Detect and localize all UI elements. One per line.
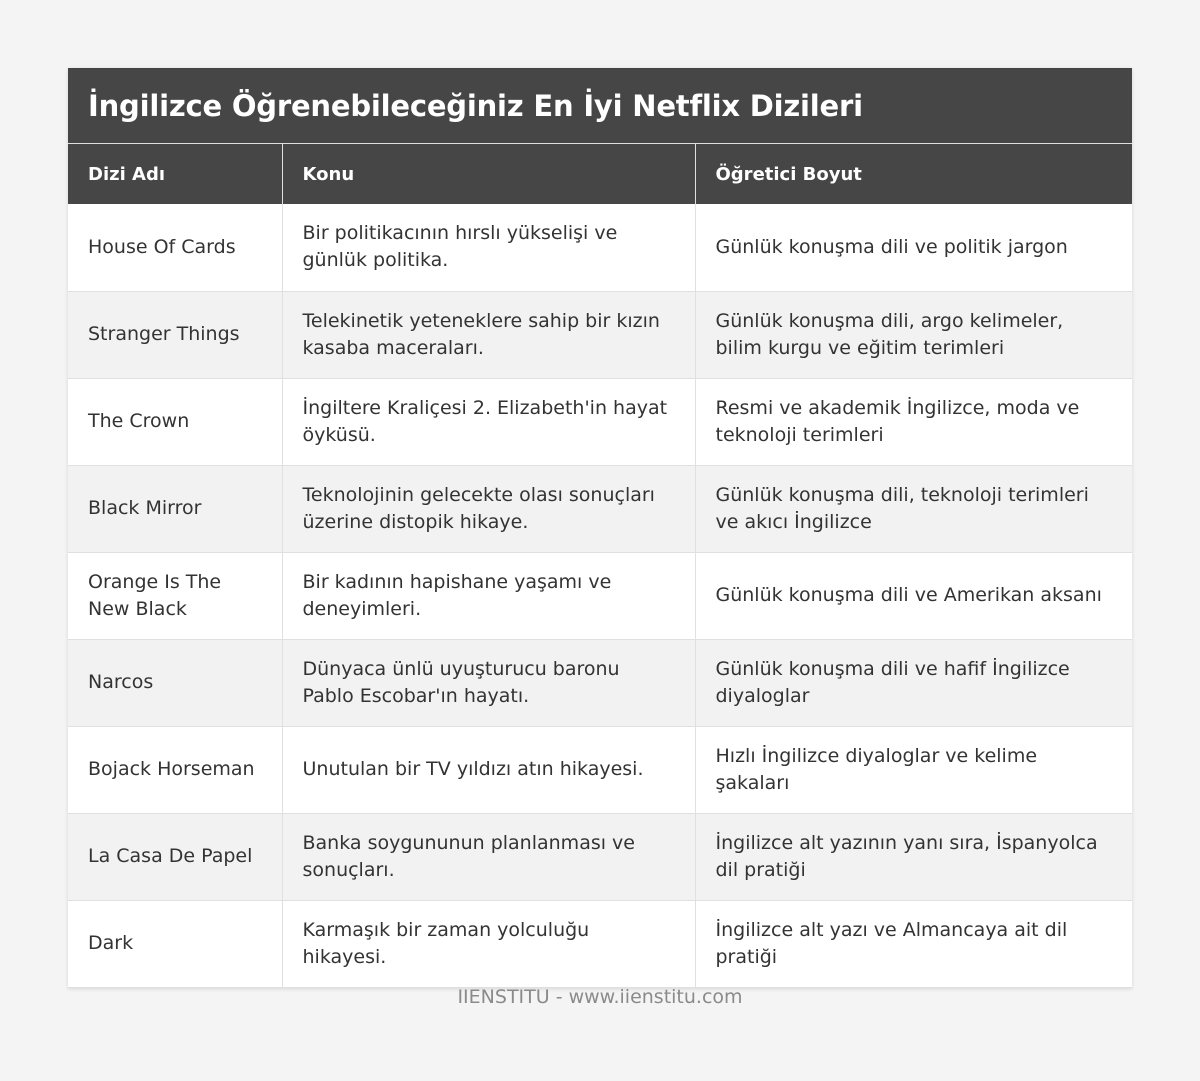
series-name-cell: House Of Cards xyxy=(68,204,282,291)
series-table xyxy=(68,144,1132,988)
subject-cell: Banka soygununun planlanması ve sonuçları. xyxy=(282,813,695,900)
educational-aspect-cell: İngilizce alt yazının yanı sıra, İspanyolca dil pratiği xyxy=(695,813,1132,900)
subject-cell: Bir kadının hapishane yaşamı ve deneyimleri. xyxy=(282,552,695,639)
series-table-card xyxy=(68,68,1132,988)
series-name-cell: The Crown xyxy=(68,378,282,465)
table-row xyxy=(68,813,1132,900)
subject-cell: Bir politikacının hırslı yükselişi ve günlük politika. xyxy=(282,204,695,291)
series-name-cell: La Casa De Papel xyxy=(68,813,282,900)
educational-aspect-cell: İngilizce alt yazı ve Almancaya ait dil pratiği xyxy=(695,900,1132,987)
educational-aspect-cell: Günlük konuşma dili, teknoloji terimleri ve akıcı İngilizce xyxy=(695,465,1132,552)
series-name-cell: Black Mirror xyxy=(68,465,282,552)
educational-aspect-cell: Günlük konuşma dili, argo kelimeler, bilim kurgu ve eğitim terimleri xyxy=(695,291,1132,378)
series-name-cell: Orange Is The New Black xyxy=(68,552,282,639)
table-row xyxy=(68,204,1132,291)
table-title-bar xyxy=(68,68,1132,144)
table-row xyxy=(68,465,1132,552)
educational-aspect-cell: Resmi ve akademik İngilizce, moda ve teknoloji terimleri xyxy=(695,378,1132,465)
header-row xyxy=(68,144,1132,204)
series-name-cell: Stranger Things xyxy=(68,291,282,378)
footer-credit: IIENSTITU - www.iienstitu.com xyxy=(457,986,743,1008)
table-row xyxy=(68,291,1132,378)
column-header-subject: Konu xyxy=(282,144,695,204)
subject-cell: Dünyaca ünlü uyuşturucu baronu Pablo Escobar'ın hayatı. xyxy=(282,639,695,726)
educational-aspect-cell: Hızlı İngilizce diyaloglar ve kelime şakaları xyxy=(695,726,1132,813)
subject-cell: Teknolojinin gelecekte olası sonuçları üzerine distopik hikaye. xyxy=(282,465,695,552)
table-row xyxy=(68,639,1132,726)
subject-cell: Karmaşık bir zaman yolculuğu hikayesi. xyxy=(282,900,695,987)
educational-aspect-cell: Günlük konuşma dili ve politik jargon xyxy=(695,204,1132,291)
table-row xyxy=(68,552,1132,639)
column-header-educational-aspect: Öğretici Boyut xyxy=(695,144,1132,204)
educational-aspect-cell: Günlük konuşma dili ve hafif İngilizce diyaloglar xyxy=(695,639,1132,726)
table-row xyxy=(68,900,1132,987)
column-header-series-name: Dizi Adı xyxy=(68,144,282,204)
subject-cell: İngiltere Kraliçesi 2. Elizabeth'in hayat öyküsü. xyxy=(282,378,695,465)
table-title: İngilizce Öğrenebileceğiniz En İyi Netflix Dizileri xyxy=(88,88,863,123)
series-name-cell: Bojack Horseman xyxy=(68,726,282,813)
series-name-cell: Dark xyxy=(68,900,282,987)
series-name-cell: Narcos xyxy=(68,639,282,726)
subject-cell: Telekinetik yeteneklere sahip bir kızın kasaba maceraları. xyxy=(282,291,695,378)
table-row xyxy=(68,378,1132,465)
subject-cell: Unutulan bir TV yıldızı atın hikayesi. xyxy=(282,726,695,813)
educational-aspect-cell: Günlük konuşma dili ve Amerikan aksanı xyxy=(695,552,1132,639)
table-row xyxy=(68,726,1132,813)
